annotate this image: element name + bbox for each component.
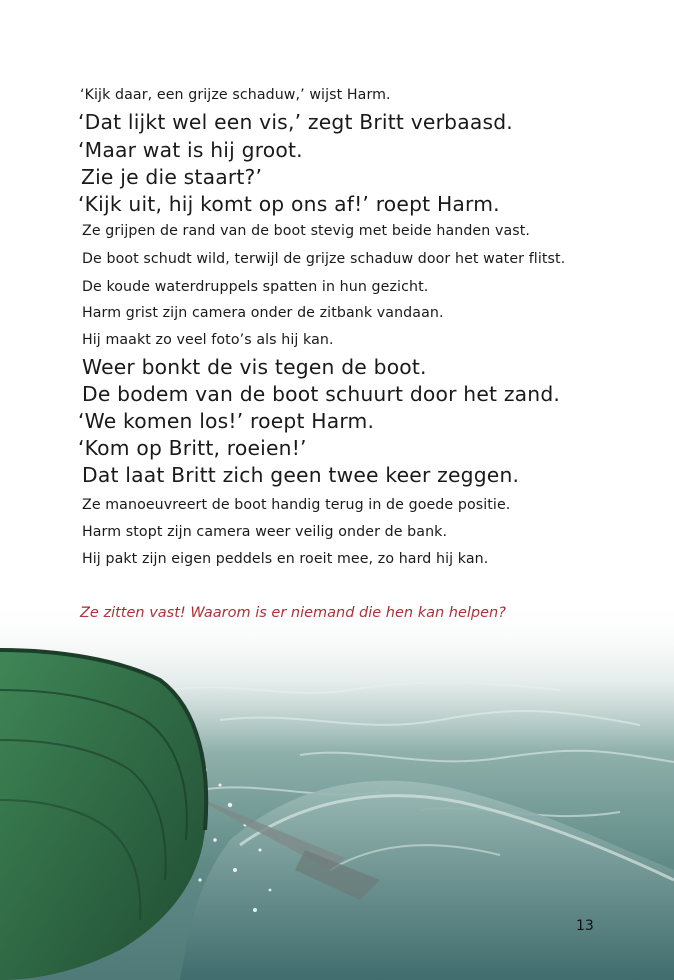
story-line: De bodem van de boot schuurt door het zand. [82,382,561,406]
story-line: ‘Maar wat is hij groot. [78,138,303,162]
story-line: Hij pakt zijn eigen peddels en roeit mee, zo hard hij kan. [82,551,489,567]
sea-boat-illustration [0,540,674,980]
story-line: Harm grist zijn camera onder de zitbank vandaan. [82,305,444,321]
story-line: ‘Kijk uit, hij komt op ons af!’ roept Harm. [78,192,500,216]
story-line: Dat laat Britt zich geen twee keer zeggen. [82,463,520,487]
story-line: Zie je die staart?’ [81,165,263,189]
story-line: ‘Kom op Britt, roeien!’ [78,436,307,460]
story-line: Harm stopt zijn camera weer veilig onder de bank. [82,524,448,540]
story-line: Ze grijpen de rand van de boot stevig met beide handen vast. [82,223,531,239]
story-line: ‘We komen los!’ roept Harm. [78,409,375,433]
story-line: ‘Kijk daar, een grijze schaduw,’ wijst Harm. [80,87,391,103]
story-line: De boot schudt wild, terwijl de grijze schaduw door het water flitst. [82,251,566,267]
story-line: Ze manoeuvreert de boot handig terug in de goede positie. [82,497,511,513]
story-line: ‘Dat lijkt wel een vis,’ zegt Britt verbaasd. [78,110,513,134]
page-number: 13 [576,918,594,934]
story-line: De koude waterdruppels spatten in hun gezicht. [82,279,429,295]
story-line: Hij maakt zo veel foto’s als hij kan. [82,332,334,348]
story-line: Weer bonkt de vis tegen de boot. [82,355,427,379]
